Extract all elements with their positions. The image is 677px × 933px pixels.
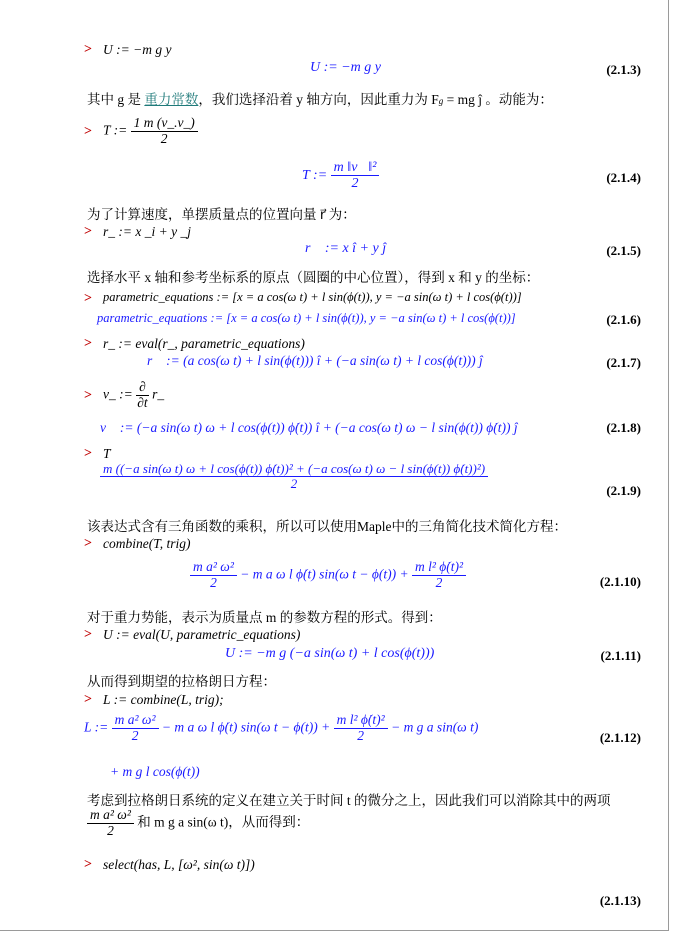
equation-label: (2.1.13) <box>599 893 641 908</box>
equation-label: (2.1.6) <box>606 312 641 327</box>
prompt-marker: > <box>84 124 92 139</box>
equation-label: (2.1.5) <box>606 243 641 258</box>
output-line: U := −m g (−a sin(ω t) + l cos(ϕ(t))) <box>225 646 435 661</box>
output-line: v⃗ := (−a sin(ω t) ω + l cos(ϕ(t)) ϕ̇(t)) î + (−a cos(ω t) ω − l sin(ϕ(t)) ϕ̇(t)) ĵ <box>100 420 518 435</box>
prompt-marker: > <box>84 536 92 551</box>
prompt-marker: > <box>84 336 92 351</box>
equation-label: (2.1.12) <box>599 730 641 745</box>
input-line[interactable]: v_ := $\frac{\partial}{\partial t}$ r_ <box>103 379 165 410</box>
text-paragraph: 为了计算速度，单摆质量点的位置向量 r⃗ 为： <box>87 207 356 222</box>
prompt-marker: > <box>84 388 92 403</box>
input-line[interactable]: combine(T, trig) <box>103 536 191 551</box>
output-line: r⃗ := (a cos(ω t) + l sin(ϕ(t))) î + (−a sin(ω t) + l cos(ϕ(t))) ĵ <box>147 353 483 368</box>
input-line[interactable]: r_ := x _i + y _j <box>103 224 191 239</box>
input-line[interactable]: parametric_equations := [x = a cos(ω t) + l sin(ϕ(t)), y = −a sin(ω t) + l cos(ϕ(t))] <box>103 290 522 304</box>
prompt-marker: > <box>84 857 92 872</box>
text-paragraph: 考虑到拉格朗日系统的定义在建立关于时间 t 的微分之上，因此我们可以消除其中的两项 <box>87 793 611 808</box>
output-line: + m g l cos(ϕ(t)) <box>110 764 200 779</box>
text-paragraph: 该表达式含有三角函数的乘积，所以可以使用Maple中的三角简化技术简化方程： <box>87 519 567 534</box>
output-line: $\frac{\text{m a² ω²}}{2}$ − m a ω l ϕ̇(t) sin(ω t − ϕ(t)) + $\frac{\text{m l² ϕ̇(t)²}}{2}$ <box>190 560 466 591</box>
prompt-marker: > <box>84 224 92 239</box>
input-line[interactable]: T := $\frac{1 m (v\_.v\_)}{2}$ <box>103 116 198 147</box>
input-line[interactable]: L := combine(L, trig); <box>103 692 224 707</box>
equation-label: (2.1.4) <box>606 170 641 185</box>
equation-label: (2.1.10) <box>599 574 641 589</box>
gravity-constant-link[interactable]: 重力常数 <box>144 92 199 107</box>
equation-label: (2.1.9) <box>606 483 641 498</box>
prompt-marker: > <box>84 42 92 57</box>
text-paragraph: 选择水平 x 轴和参考坐标系的原点（圆圈的中心位置），得到 x 和 y 的坐标： <box>87 270 540 285</box>
prompt-marker: > <box>84 627 92 642</box>
text-paragraph: 从而得到期望的拉格朗日方程： <box>87 674 276 689</box>
prompt-marker: > <box>84 692 92 707</box>
equation-label: (2.1.11) <box>600 648 641 663</box>
text-paragraph: 其中 g 是 重力常数，我们选择沿着 y 轴方向，因此重力为 Fg = mg ĵ 。动能为： <box>87 92 553 107</box>
equation-label: (2.1.7) <box>606 355 641 370</box>
input-line[interactable]: select(has, L, [ω², sin(ω t)]) <box>103 857 255 872</box>
input-line[interactable]: T <box>103 446 111 461</box>
prompt-marker: > <box>84 291 92 306</box>
input-line[interactable]: U := eval(U, parametric_equations) <box>103 627 301 642</box>
equation-label: (2.1.3) <box>606 62 641 77</box>
text-paragraph: $\frac{\text{m a² ω²}}{2}$ 和 m g a sin(ω t)，从而得到： <box>87 808 309 839</box>
output-line: parametric_equations := [x = a cos(ω t) + l sin(ϕ(t)), y = −a sin(ω t) + l cos(ϕ(t))] <box>97 311 516 325</box>
output-line: L := $\frac{\text{m a² ω²}}{2}$ − m a ω l ϕ̇(t) sin(ω t − ϕ(t)) + $\frac{\text{m l² ϕ̇(t)²}}{2}$ − m g a sin(ω t) <box>84 712 479 743</box>
output-line: T := $\frac{\text{m ‖v⃗‖²}}{2}$ <box>302 160 379 192</box>
output-line: r⃗ := x î + y ĵ <box>305 241 387 256</box>
output-line: m ((−a sin(ω t) ω + l cos(ϕ(t)) ϕ̇(t))² + (−a cos(ω t) ω − l sin(ϕ(t)) ϕ̇(t))²) 2 <box>100 462 488 492</box>
text-paragraph: 对于重力势能，表示为质量点 m 的参数方程的形式。得到： <box>87 610 442 625</box>
equation-label: (2.1.8) <box>606 420 641 435</box>
input-line[interactable]: r_ := eval(r_, parametric_equations) <box>103 336 305 351</box>
output-line: U := −m g y <box>310 60 381 75</box>
input-line[interactable]: U := −m g y <box>103 42 172 57</box>
prompt-marker: > <box>84 446 92 461</box>
